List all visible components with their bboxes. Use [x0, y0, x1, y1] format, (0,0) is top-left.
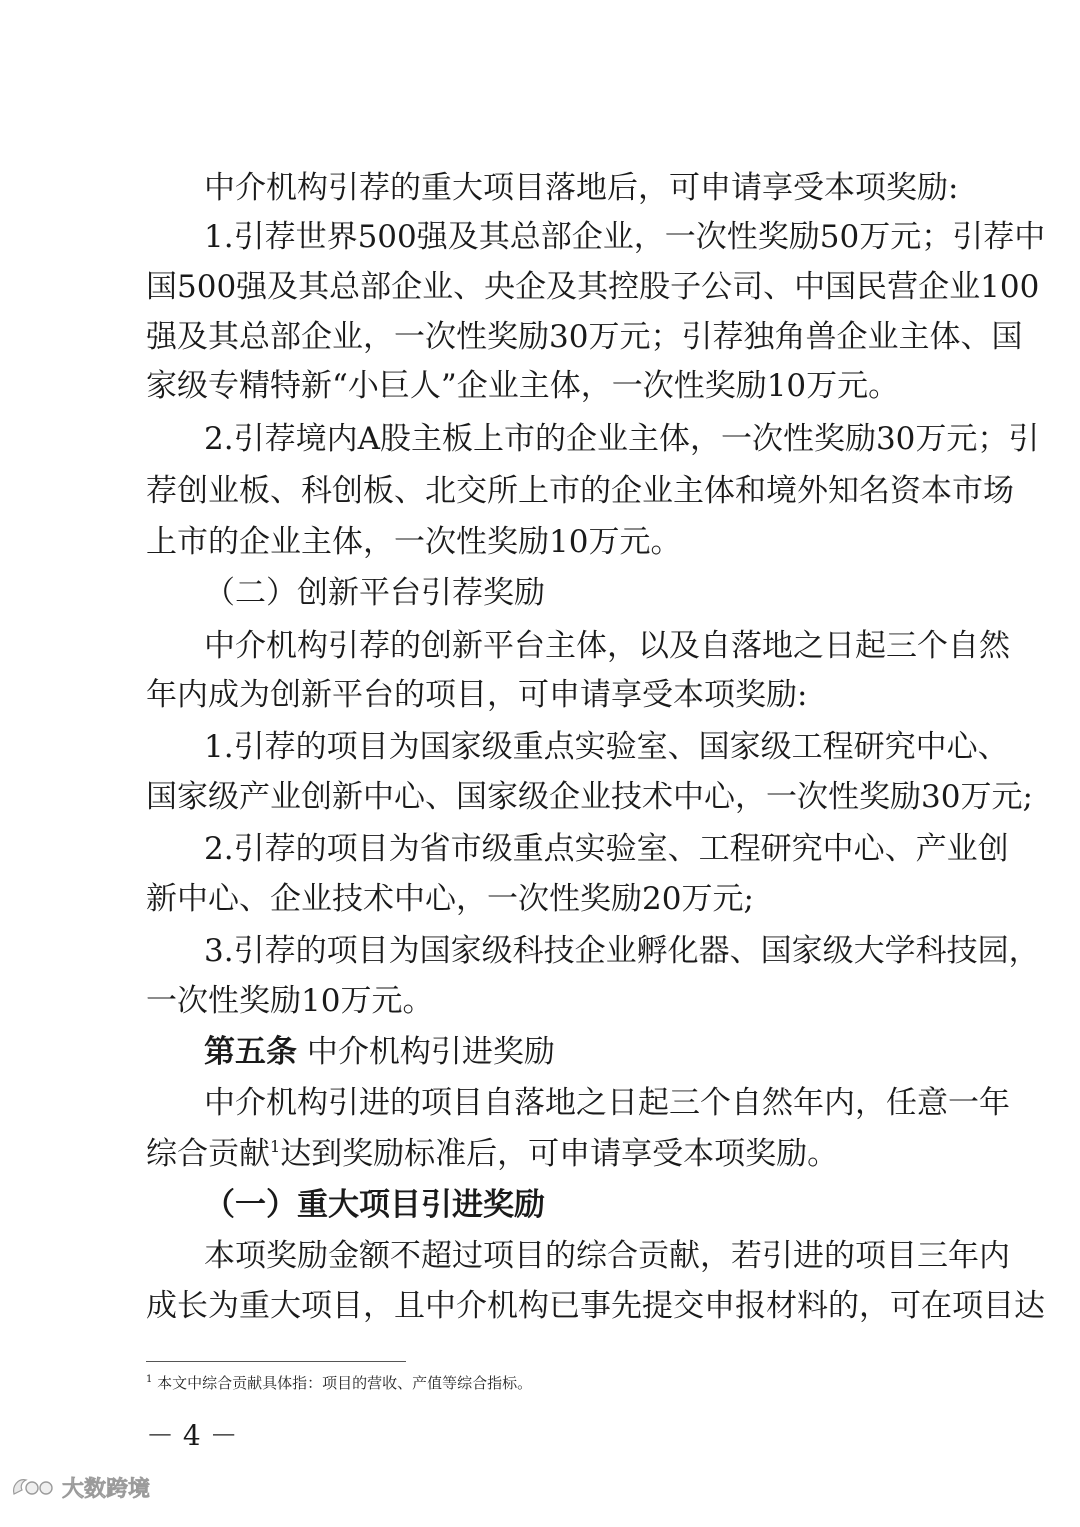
para-line-text: 中介机构引荐的创新平台主体，以及自落地之日起三个自然: [204, 628, 1010, 664]
para-line-text: 中介机构引进的项目自落地之日起三个自然年内，任意一年: [204, 1085, 1010, 1121]
para-line: [0, 829, 1080, 869]
para-line: [0, 1236, 1080, 1276]
logo-icon: [8, 1472, 56, 1502]
footnote-text: 本文中综合贡献具体指：项目的营收、产值等综合指标。: [157, 1374, 533, 1392]
page-number: － 4 －: [146, 1419, 238, 1452]
para-line: [0, 1286, 1080, 1326]
para-line: [0, 267, 1080, 307]
section-heading: [0, 1185, 1080, 1225]
para-line: [0, 727, 1080, 767]
para-line: [0, 217, 1080, 257]
para-line: [0, 626, 1080, 666]
article-heading: [0, 1032, 1080, 1072]
para-line: [0, 471, 1080, 511]
para-line: [0, 777, 1080, 817]
para-line-text: 本项奖励金额不超过项目的综合贡献，若引进的项目三年内: [204, 1238, 1010, 1274]
para-line: [0, 168, 1080, 208]
para-line: [0, 522, 1080, 562]
para-line: [0, 981, 1080, 1021]
para-line-text: 1.引荐的项目为国家级重点实验室、国家级工程研究中心、: [204, 729, 1009, 765]
watermark: [8, 1470, 150, 1504]
para-line-text: 强及其总部企业，一次性奖励30万元；引荐独角兽企业主体、国: [146, 319, 1023, 355]
para-line-text: 一次性奖励10万元。: [146, 983, 434, 1019]
footnote-divider: [146, 1361, 406, 1362]
para-line: [0, 366, 1080, 406]
para-line-text: 上市的企业主体，一次性奖励10万元。: [146, 524, 682, 560]
para-line: [0, 879, 1080, 919]
contribution-text-before: 综合贡献: [146, 1136, 270, 1172]
footnote-mark: 1: [146, 1374, 153, 1385]
contribution-text-after: 达到奖励标准后，可申请享受本项奖励。: [280, 1136, 839, 1172]
para-line: [0, 675, 1080, 715]
para-line: [0, 317, 1080, 357]
para-line-text: 中介机构引荐的重大项目落地后，可申请享受本项奖励:: [204, 170, 959, 206]
para-line-text: 国家级产业创新中心、国家级企业技术中心，一次性奖励30万元;: [146, 779, 1033, 815]
para-line-text: 3.引荐的项目为国家级科技企业孵化器、国家级大学科技园，: [204, 933, 1040, 969]
footnote: [146, 1373, 532, 1393]
para-line-text: 年内成为创新平台的项目，可申请享受本项奖励:: [146, 677, 808, 713]
watermark-text: 大数跨境: [62, 1476, 151, 1502]
article-title: 中介机构引进奖励: [306, 1034, 555, 1070]
para-line-text: 2.引荐的项目为省市级重点实验室、工程研究中心、产业创: [204, 831, 1009, 867]
para-line-text: 成长为重大项目，且中介机构已事先提交申报材料的，可在项目达: [146, 1288, 1045, 1324]
section-heading-text: （二）创新平台引荐奖励: [204, 575, 545, 611]
para-line: [0, 419, 1080, 459]
section-heading-text: （一）重大项目引进奖励: [204, 1187, 545, 1223]
para-line: [0, 1134, 1080, 1174]
para-line-text: 2.引荐境内A股主板上市的企业主体，一次性奖励30万元；引: [204, 421, 1040, 457]
para-line-text: 新中心、企业技术中心，一次性奖励20万元;: [146, 881, 754, 917]
para-line-text: 国500强及其总部企业、央企及其控股子公司、中国民营企业100: [146, 269, 1040, 305]
para-line-text: 家级专精特新“小巨人”企业主体，一次性奖励10万元。: [146, 368, 900, 404]
para-line: [0, 1083, 1080, 1123]
para-line-text: 荐创业板、科创板、北交所上市的企业主体和境外知名资本市场: [146, 473, 1014, 509]
footnote-ref: 1: [270, 1137, 281, 1156]
para-line: [0, 931, 1080, 971]
para-line-text: 1.引荐世界500强及其总部企业，一次性奖励50万元；引荐中: [204, 219, 1046, 255]
section-heading: [0, 573, 1080, 613]
article-number: 第五条: [204, 1034, 297, 1070]
